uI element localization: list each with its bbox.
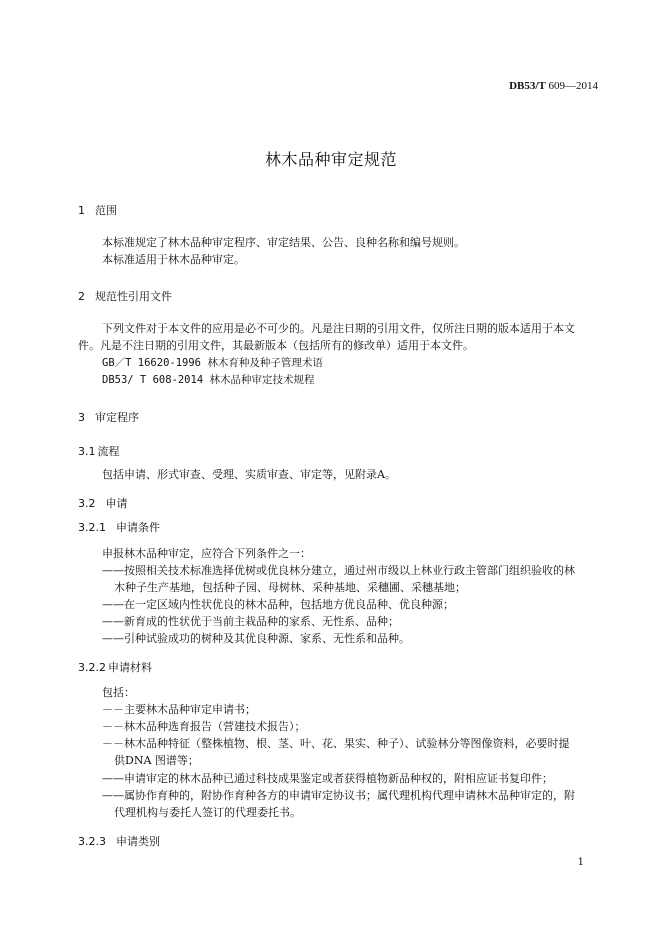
document-code-number: 609—2014 (545, 80, 598, 92)
material-item-5-line-2: 代理机构与委托人签订的代理委托书。 (114, 806, 301, 819)
section-2-paragraph-line-1: 下列文件对于本文件的应用是必不可少的。凡是注日期的引用文件，仅所注日期的版本适用于本文 (102, 322, 575, 335)
material-item-4: ——申请审定的林木品种已通过科技成果鉴定或者获得植物新品种权的，附相应证书复印件； (102, 772, 553, 785)
list-item-1-line-1: ——按照相关技术标准选择优树或优良林分建立，通过州市级以上林业行政主管部门组织验收的林 (102, 564, 575, 577)
section-number: 1 (78, 204, 85, 217)
section-number: 3.2.1 (78, 521, 106, 534)
section-title: 流程 (97, 445, 120, 458)
list-item-3: ——新育成的性状优于当前主栽品种的家系、无性系、品种； (102, 615, 399, 628)
section-number: 3.1 (78, 445, 96, 458)
document-title: 林木品种审定规范 (264, 150, 397, 169)
section-number: 2 (78, 290, 85, 303)
material-item-2: －－林木品种选育报告（营建技术报告）； (102, 720, 306, 733)
document-code-prefix: DB53/T (509, 80, 546, 92)
section-title: 范围 (95, 204, 117, 217)
page-number: 1 (577, 857, 584, 868)
normative-reference-2: DB53/ T 608-2014 林木品种审定技术规程 (102, 374, 315, 386)
section-3-2-heading (78, 495, 128, 511)
material-item-3-line-2: 供DNA 图谱等； (114, 754, 199, 767)
section-3-2-3-heading (78, 833, 160, 849)
section-1-heading (78, 202, 117, 218)
section-2-heading (78, 288, 172, 304)
section-3-heading (78, 409, 139, 425)
section-3-2-1-heading (78, 519, 160, 535)
section-title: 申请 (105, 497, 128, 510)
section-3-2-1-intro: 申报林木品种审定，应符合下列条件之一： (102, 547, 311, 560)
normative-reference-1: GB／T 16620-1996 林木育种及种子管理术语 (102, 357, 323, 369)
section-3-2-2-intro: 包括： (102, 686, 135, 699)
list-item-1-line-2: 木种子生产基地，包括种子园、母树林、采种基地、采穗圃、采穗基地； (114, 581, 466, 594)
material-item-5-line-1: ——属协作育种的，附协作育种各方的申请审定协议书；属代理机构代理申请林木品种审定的，附 (102, 789, 575, 802)
list-item-4: ——引种试验成功的树种及其优良种源、家系、无性系和品种。 (102, 632, 410, 645)
section-3-2-2-heading (78, 659, 152, 675)
section-number: 3 (78, 411, 85, 424)
section-title: 申请类别 (116, 835, 160, 848)
section-3-1-paragraph: 包括申请、形式审查、受理、实质审查、审定等，见附录A。 (102, 468, 396, 481)
section-number: 3.2 (78, 497, 96, 510)
section-2-paragraph-line-2: 件。凡是不注日期的引用文件，其最新版本（包括所有的修改单）适用于本文件。 (78, 339, 474, 352)
section-title: 规范性引用文件 (95, 290, 172, 303)
section-title: 申请条件 (116, 521, 160, 534)
list-item-2: ——在一定区域内性状优良的林木品种，包括地方优良品种、优良种源； (102, 598, 454, 611)
section-3-1-heading (78, 443, 120, 459)
material-item-1: －－主要林木品种审定申请书； (102, 703, 256, 716)
section-title: 审定程序 (95, 411, 139, 424)
section-number: 3.2.3 (78, 835, 106, 848)
section-1-paragraph-2: 本标准适用于林木品种审定。 (102, 253, 245, 266)
section-1-paragraph-1: 本标准规定了林木品种审定程序、审定结果、公告、良种名称和编号规则。 (102, 236, 465, 249)
document-code (509, 80, 598, 92)
section-number: 3.2.2 (78, 661, 106, 674)
section-title: 申请材料 (108, 661, 152, 674)
material-item-3-line-1: －－林木品种特征（整株植物、根、茎、叶、花、果实、种子）、试验林分等图像资料，必要时提 (102, 737, 570, 750)
